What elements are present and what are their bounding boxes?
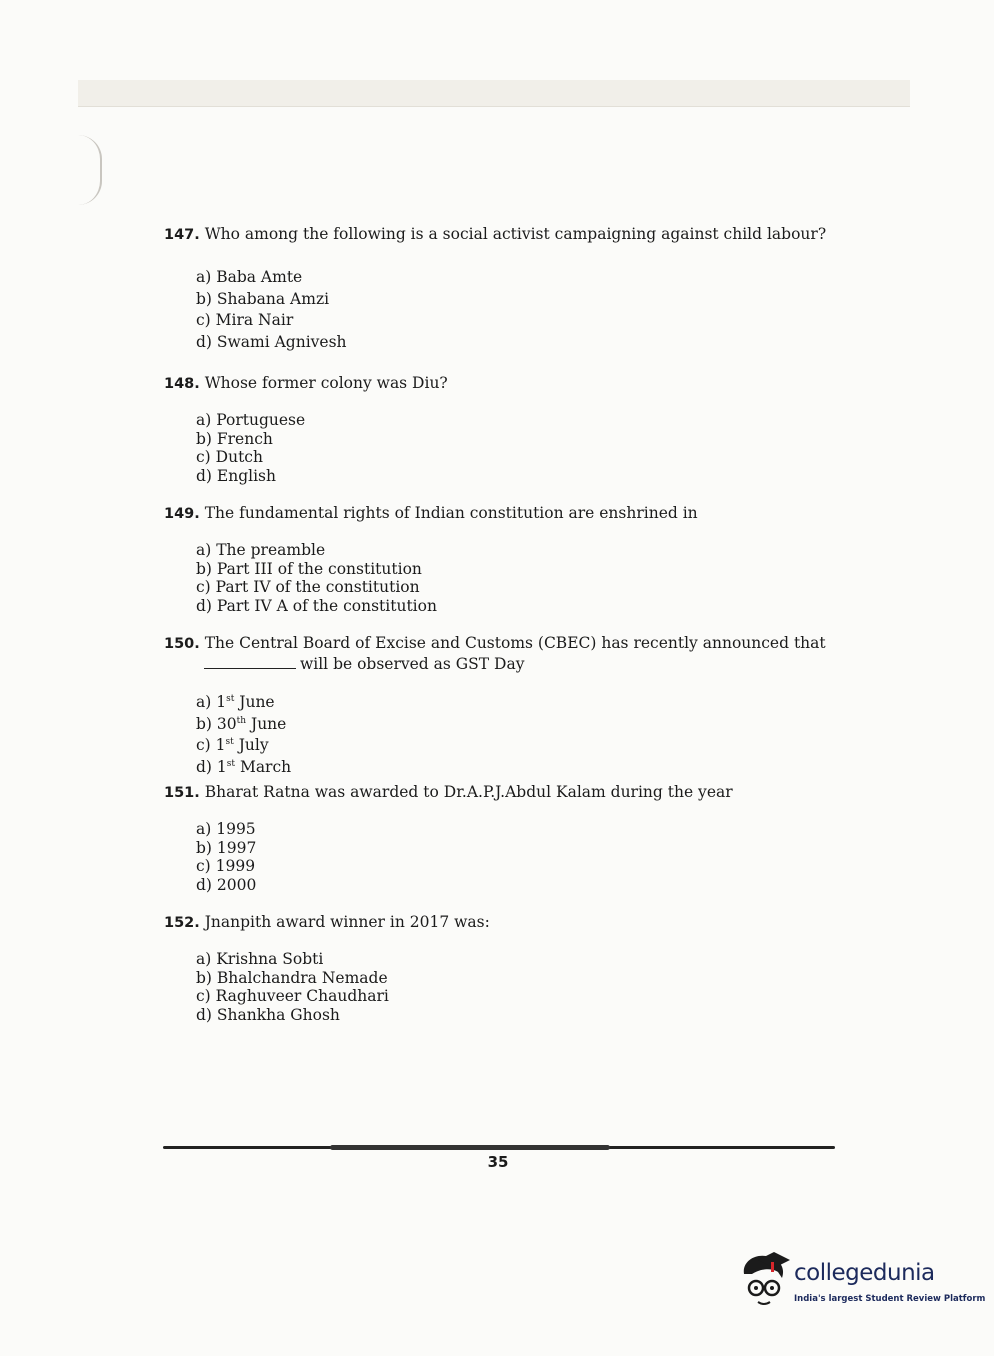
- option-b: b) 30th June: [196, 714, 287, 733]
- question-152: [164, 913, 490, 933]
- question-number: 152.: [164, 915, 200, 931]
- question-text: Whose former colony was Diu?: [204, 374, 448, 392]
- option-a: a) The preamble: [196, 541, 326, 559]
- question-text: Bharat Ratna was awarded to Dr.A.P.J.Abdul Kalam during the year: [204, 783, 733, 801]
- option-d: d) 2000: [196, 875, 257, 894]
- options-150: [196, 690, 291, 777]
- option-a: a) 1st June: [196, 693, 275, 712]
- option-b: b) French: [196, 429, 273, 448]
- option-c: c) Part IV of the constitution: [196, 578, 420, 596]
- page-edge-mark: [78, 135, 102, 205]
- option-c: c) 1999: [196, 857, 256, 875]
- option-b: b) Shabana Amzi: [196, 289, 330, 308]
- footer-rule-thick: [330, 1145, 610, 1150]
- page-number: 35: [487, 1153, 509, 1171]
- option-c: c) Raghuveer Chaudhari: [196, 987, 389, 1005]
- collegedunia-logo: [738, 1250, 986, 1322]
- fill-blank: [204, 654, 296, 669]
- question-147: [164, 225, 826, 245]
- question-number: 147.: [164, 227, 200, 243]
- question-text-line2: will be observed as GST Day: [300, 655, 525, 673]
- question-text: Who among the following is a social activist campaigning against child labour?: [204, 225, 827, 243]
- option-b: b) 1997: [196, 838, 257, 857]
- option-c: c) Dutch: [196, 448, 263, 466]
- question-text: The Central Board of Excise and Customs (CBEC) has recently announced that: [204, 634, 826, 652]
- options-148: [196, 411, 305, 485]
- option-a: a) Baba Amte: [196, 268, 303, 286]
- question-text: The fundamental rights of Indian constitution are enshrined in: [204, 504, 698, 522]
- option-b: b) Part III of the constitution: [196, 559, 422, 578]
- question-text: Jnanpith award winner in 2017 was:: [204, 913, 490, 931]
- page-top-band: [78, 80, 910, 107]
- student-mascot-icon: [738, 1250, 792, 1310]
- option-c: c) 1st July: [196, 736, 269, 755]
- option-b: b) Bhalchandra Nemade: [196, 968, 388, 987]
- option-a: a) Portuguese: [196, 411, 306, 429]
- question-148: [164, 374, 448, 394]
- option-d: d) English: [196, 466, 276, 485]
- question-150: [164, 634, 826, 674]
- logo-name: collegedunia: [794, 1260, 935, 1286]
- question-number: 148.: [164, 376, 200, 392]
- options-152: [196, 950, 389, 1024]
- question-number: 151.: [164, 785, 200, 801]
- question-151: [164, 783, 733, 803]
- options-147: [196, 267, 347, 353]
- question-number: 150.: [164, 636, 200, 652]
- question-149: [164, 504, 698, 524]
- option-d: d) Shankha Ghosh: [196, 1005, 340, 1024]
- option-d: d) 1st March: [196, 758, 292, 777]
- logo-tagline: India's largest Student Review Platform: [794, 1294, 986, 1304]
- option-d: d) Swami Agnivesh: [196, 332, 347, 351]
- option-a: a) Krishna Sobti: [196, 950, 324, 968]
- question-number: 149.: [164, 506, 200, 522]
- options-151: [196, 820, 256, 894]
- option-c: c) Mira Nair: [196, 311, 294, 329]
- option-d: d) Part IV A of the constitution: [196, 596, 437, 615]
- option-a: a) 1995: [196, 820, 256, 838]
- options-149: [196, 541, 437, 615]
